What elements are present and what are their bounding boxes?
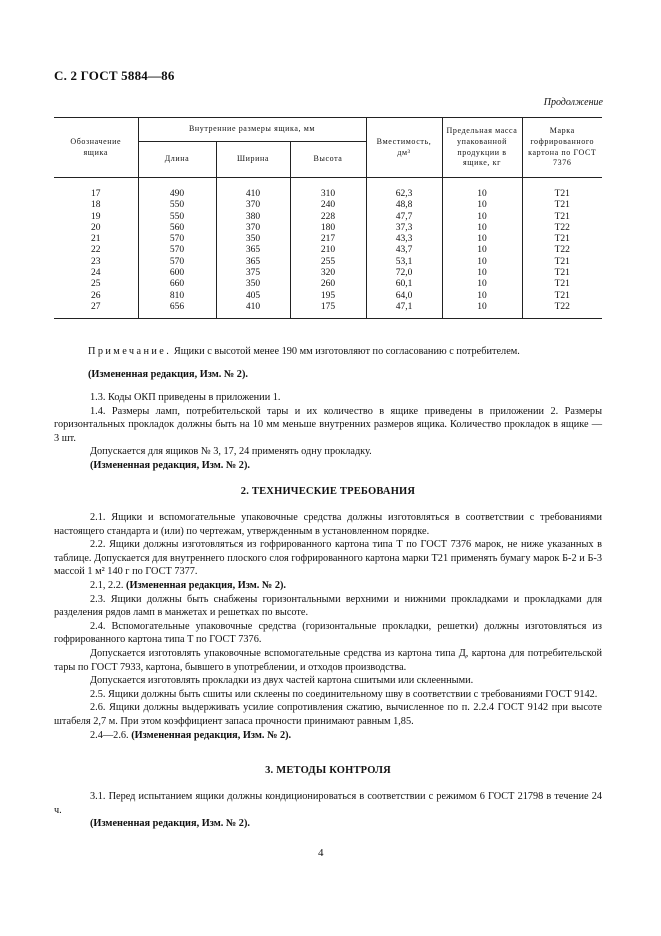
table-cell: 810 — [138, 291, 216, 302]
table-cell: 62,3 — [366, 189, 442, 200]
table-cell: 10 — [442, 257, 522, 268]
table-cell: 380 — [216, 212, 290, 223]
table-cell: 255 — [290, 257, 366, 268]
table-row — [54, 189, 602, 200]
table-cell: 10 — [442, 212, 522, 223]
table-cell: 10 — [442, 223, 522, 234]
table-row — [54, 212, 602, 223]
header-inner-dimensions: Внутренние размеры ящика, мм — [138, 118, 366, 142]
note-label: Примечание. — [88, 346, 172, 357]
table-cell: 17 — [54, 189, 138, 200]
table-cell: 26 — [54, 291, 138, 302]
table-cell: Т21 — [554, 200, 570, 211]
table-cell: 64,0 — [366, 291, 442, 302]
table-cell: 490 — [138, 189, 216, 200]
table-cell: Т21 — [554, 256, 570, 267]
paragraph-2-1-2-2-amendment — [54, 579, 602, 593]
table-row — [54, 223, 602, 234]
table-row — [54, 268, 602, 279]
paragraph-1-4: 1.4. Размеры ламп, потребительской тары и их количество в ящике приведены в приложении 2. Размеры горизонтальных прокладок должны быть на 10 мм меньше внутренних размеров ящика. Количество прокладок в ящике — 3 шт. — [54, 405, 602, 444]
table-cell: 180 — [290, 223, 366, 234]
table-cell: 570 — [138, 245, 216, 256]
table-cell: 18 — [54, 200, 138, 211]
table-cell: 25 — [54, 279, 138, 290]
table-cell: 410 — [216, 189, 290, 200]
table-cell: Т21 — [554, 211, 570, 222]
table-cell: 24 — [54, 268, 138, 279]
table-cell: 53,1 — [366, 257, 442, 268]
table-row — [54, 302, 602, 313]
amendment-text: (Измененная редакция, Изм. № 2). — [131, 729, 292, 741]
header-height: Высота — [290, 142, 366, 178]
paragraph-2-6: 2.6. Ящики должны выдерживать усилие сопротивления сжатию, вычисленное по п. 2.2.4 ГОСТ 9142 при высоте штабеля 2,7 м. При этом коэффициент запаса прочности принимают равным 1,85. — [54, 702, 602, 727]
table-cell: Т22 — [554, 222, 570, 233]
table-cell: 375 — [216, 268, 290, 279]
table-cell: 570 — [138, 257, 216, 268]
table-cell: 72,0 — [366, 268, 442, 279]
paragraph-2-5: 2.5. Ящики должны быть сшиты или склеены по соединительному шву в соответствии с требованиями ГОСТ 9142. — [90, 688, 598, 700]
table-cell: 21 — [54, 234, 138, 245]
header-designation: Обозначение ящика — [54, 118, 138, 178]
table-cell: 260 — [290, 279, 366, 290]
table-note — [88, 345, 608, 359]
table-cell: 660 — [138, 279, 216, 290]
page-header: С. 2 ГОСТ 5884—86 — [54, 68, 175, 83]
table-cell: 47,1 — [366, 302, 442, 313]
table-cell: 19 — [54, 212, 138, 223]
table-cell: 350 — [216, 279, 290, 290]
table-cell: 600 — [138, 268, 216, 279]
table-cell: Т21 — [554, 189, 570, 199]
table-cell: 210 — [290, 245, 366, 256]
paragraph-1-3: 1.3. Коды ОКП приведены в приложении 1. — [90, 392, 281, 403]
table-cell: 10 — [442, 268, 522, 279]
section-2-heading: 2. ТЕХНИЧЕСКИЕ ТРЕБОВАНИЯ — [240, 486, 416, 497]
table-row — [54, 200, 602, 211]
table-cell: Т22 — [554, 301, 570, 312]
table-cell: 405 — [216, 291, 290, 302]
section-1-paragraphs — [54, 391, 602, 473]
paragraph-2-4: 2.4. Вспомогательные упаковочные средства (горизонтальные прокладки, решетки) должны изготовляться из гофрированного картона типа Т по ГОСТ 7376. — [54, 620, 602, 646]
header-cardboard-grade: Марка гофрированного картона по ГОСТ 7376 — [522, 118, 602, 178]
table-cell: 656 — [138, 302, 216, 313]
amendment-note-3: (Измененная редакция, Изм. № 2). — [90, 818, 250, 830]
table-cell: 43,3 — [366, 234, 442, 245]
amendment-prefix: 2.1, 2.2. — [90, 579, 127, 591]
table-cell: 48,8 — [366, 200, 442, 211]
table-cell: 47,7 — [366, 212, 442, 223]
paragraph-2-2: 2.2. Ящики должны изготовляться из гофрированного картона типа Т по ГОСТ 7376 марок, не ниже указанных в таблице. Допускается для внутреннего плоского слоя гофрированного картона марки Т21 применять бумагу марок Б-2 и Б-3 массой 1 м² 140 г по ГОСТ 7377. — [54, 539, 602, 578]
table-cell: 550 — [138, 200, 216, 211]
header-capacity: Вместимость, дм³ — [366, 118, 442, 178]
table-cell: 240 — [290, 200, 366, 211]
table-row — [54, 234, 602, 245]
header-max-mass: Предельная масса упакованной продукции в ящике, кг — [442, 118, 522, 178]
paragraph-2-1: 2.1. Ящики и вспомогательные упаковочные средства должны изготовляться в соответствии с требованиями настоящего стандарта и (или) по чертежам, утвержденным в установленном порядке. — [54, 512, 602, 537]
table-cell: 10 — [442, 189, 522, 200]
table-cell: 370 — [216, 223, 290, 234]
table-cell: 310 — [290, 189, 366, 200]
table-cell: 365 — [216, 245, 290, 256]
table-cell: Т21 — [554, 268, 570, 279]
paragraph-2-4-allowance-2: Допускается изготовлять прокладки из двух частей картона сшитыми или склеенными. — [90, 675, 474, 687]
section-2-paragraphs — [54, 511, 602, 742]
paragraph-3-1: 3.1. Перед испытанием ящики должны кондиционироваться в соответствии с режимом 6 ГОСТ 21798 в течение 24 ч. — [54, 791, 602, 816]
table-cell: 43,7 — [366, 245, 442, 256]
table-cell: 370 — [216, 200, 290, 211]
paragraph-2-4-allowance: Допускается изготовлять упаковочные вспомогательные средства из картона типа Д, картона для потребительской тары по ГОСТ 7933, картона, бывшего в употреблении, и отходов производства. — [54, 647, 602, 673]
table-cell: 175 — [290, 302, 366, 313]
page-number: 4 — [318, 847, 324, 859]
table-cell: 10 — [442, 302, 522, 313]
section-3-paragraphs — [54, 790, 602, 831]
amendment-note-2: (Измененная редакция, Изм. № 2). — [90, 459, 250, 471]
paragraph-2-3: 2.3. Ящики должны быть снабжены горизонтальными верхними и нижними прокладками и прокладками для разделения рядов ламп в манжетах и решетках по высоте. — [54, 593, 602, 619]
table-cell: 10 — [442, 234, 522, 245]
table-cell: 560 — [138, 223, 216, 234]
table-cell: 37,3 — [366, 223, 442, 234]
table-cell: 195 — [290, 291, 366, 302]
table-cell: 22 — [54, 245, 138, 256]
amendment-prefix: 2.4—2.6. — [90, 729, 132, 741]
table-cell: 10 — [442, 291, 522, 302]
table-cell: 320 — [290, 268, 366, 279]
table-cell: Т21 — [554, 290, 570, 301]
box-dimensions-table — [54, 117, 602, 319]
table-row — [54, 245, 602, 256]
table-cell: 217 — [290, 234, 366, 245]
table-cell: 228 — [290, 212, 366, 223]
table-row — [54, 279, 602, 290]
section-3-heading: 3. МЕТОДЫ КОНТРОЛЯ — [265, 765, 391, 776]
paragraph-2-4-2-6-amendment — [54, 729, 602, 743]
table-cell: 350 — [216, 234, 290, 245]
table-cell: 550 — [138, 212, 216, 223]
table-cell: 10 — [442, 279, 522, 290]
table-cell: 410 — [216, 302, 290, 313]
table-cell: 20 — [54, 223, 138, 234]
table-cell: 60,1 — [366, 279, 442, 290]
continuation-label: Продолжение — [543, 97, 603, 108]
table-cell: 10 — [442, 200, 522, 211]
amendment-note-1: (Измененная редакция, Изм. № 2). — [88, 369, 248, 380]
table-cell: 570 — [138, 234, 216, 245]
table-cell: 23 — [54, 257, 138, 268]
table-row — [54, 291, 602, 302]
header-width: Ширина — [216, 142, 290, 178]
table-cell: 27 — [54, 302, 138, 313]
table-cell: Т21 — [554, 234, 570, 245]
header-length: Длина — [138, 142, 216, 178]
amendment-text: (Измененная редакция, Изм. № 2). — [126, 579, 286, 591]
table-cell: Т22 — [554, 245, 570, 256]
paragraph-1-4-allowance: Допускается для ящиков № 3, 17, 24 применять одну прокладку. — [90, 446, 372, 458]
table-cell: 365 — [216, 257, 290, 268]
table-row — [54, 257, 602, 268]
note-text: Ящики с высотой менее 190 мм изготовляют по согласованию с потребителем. — [171, 346, 520, 357]
table-cell: 10 — [442, 245, 522, 256]
table-cell: Т21 — [554, 279, 570, 290]
